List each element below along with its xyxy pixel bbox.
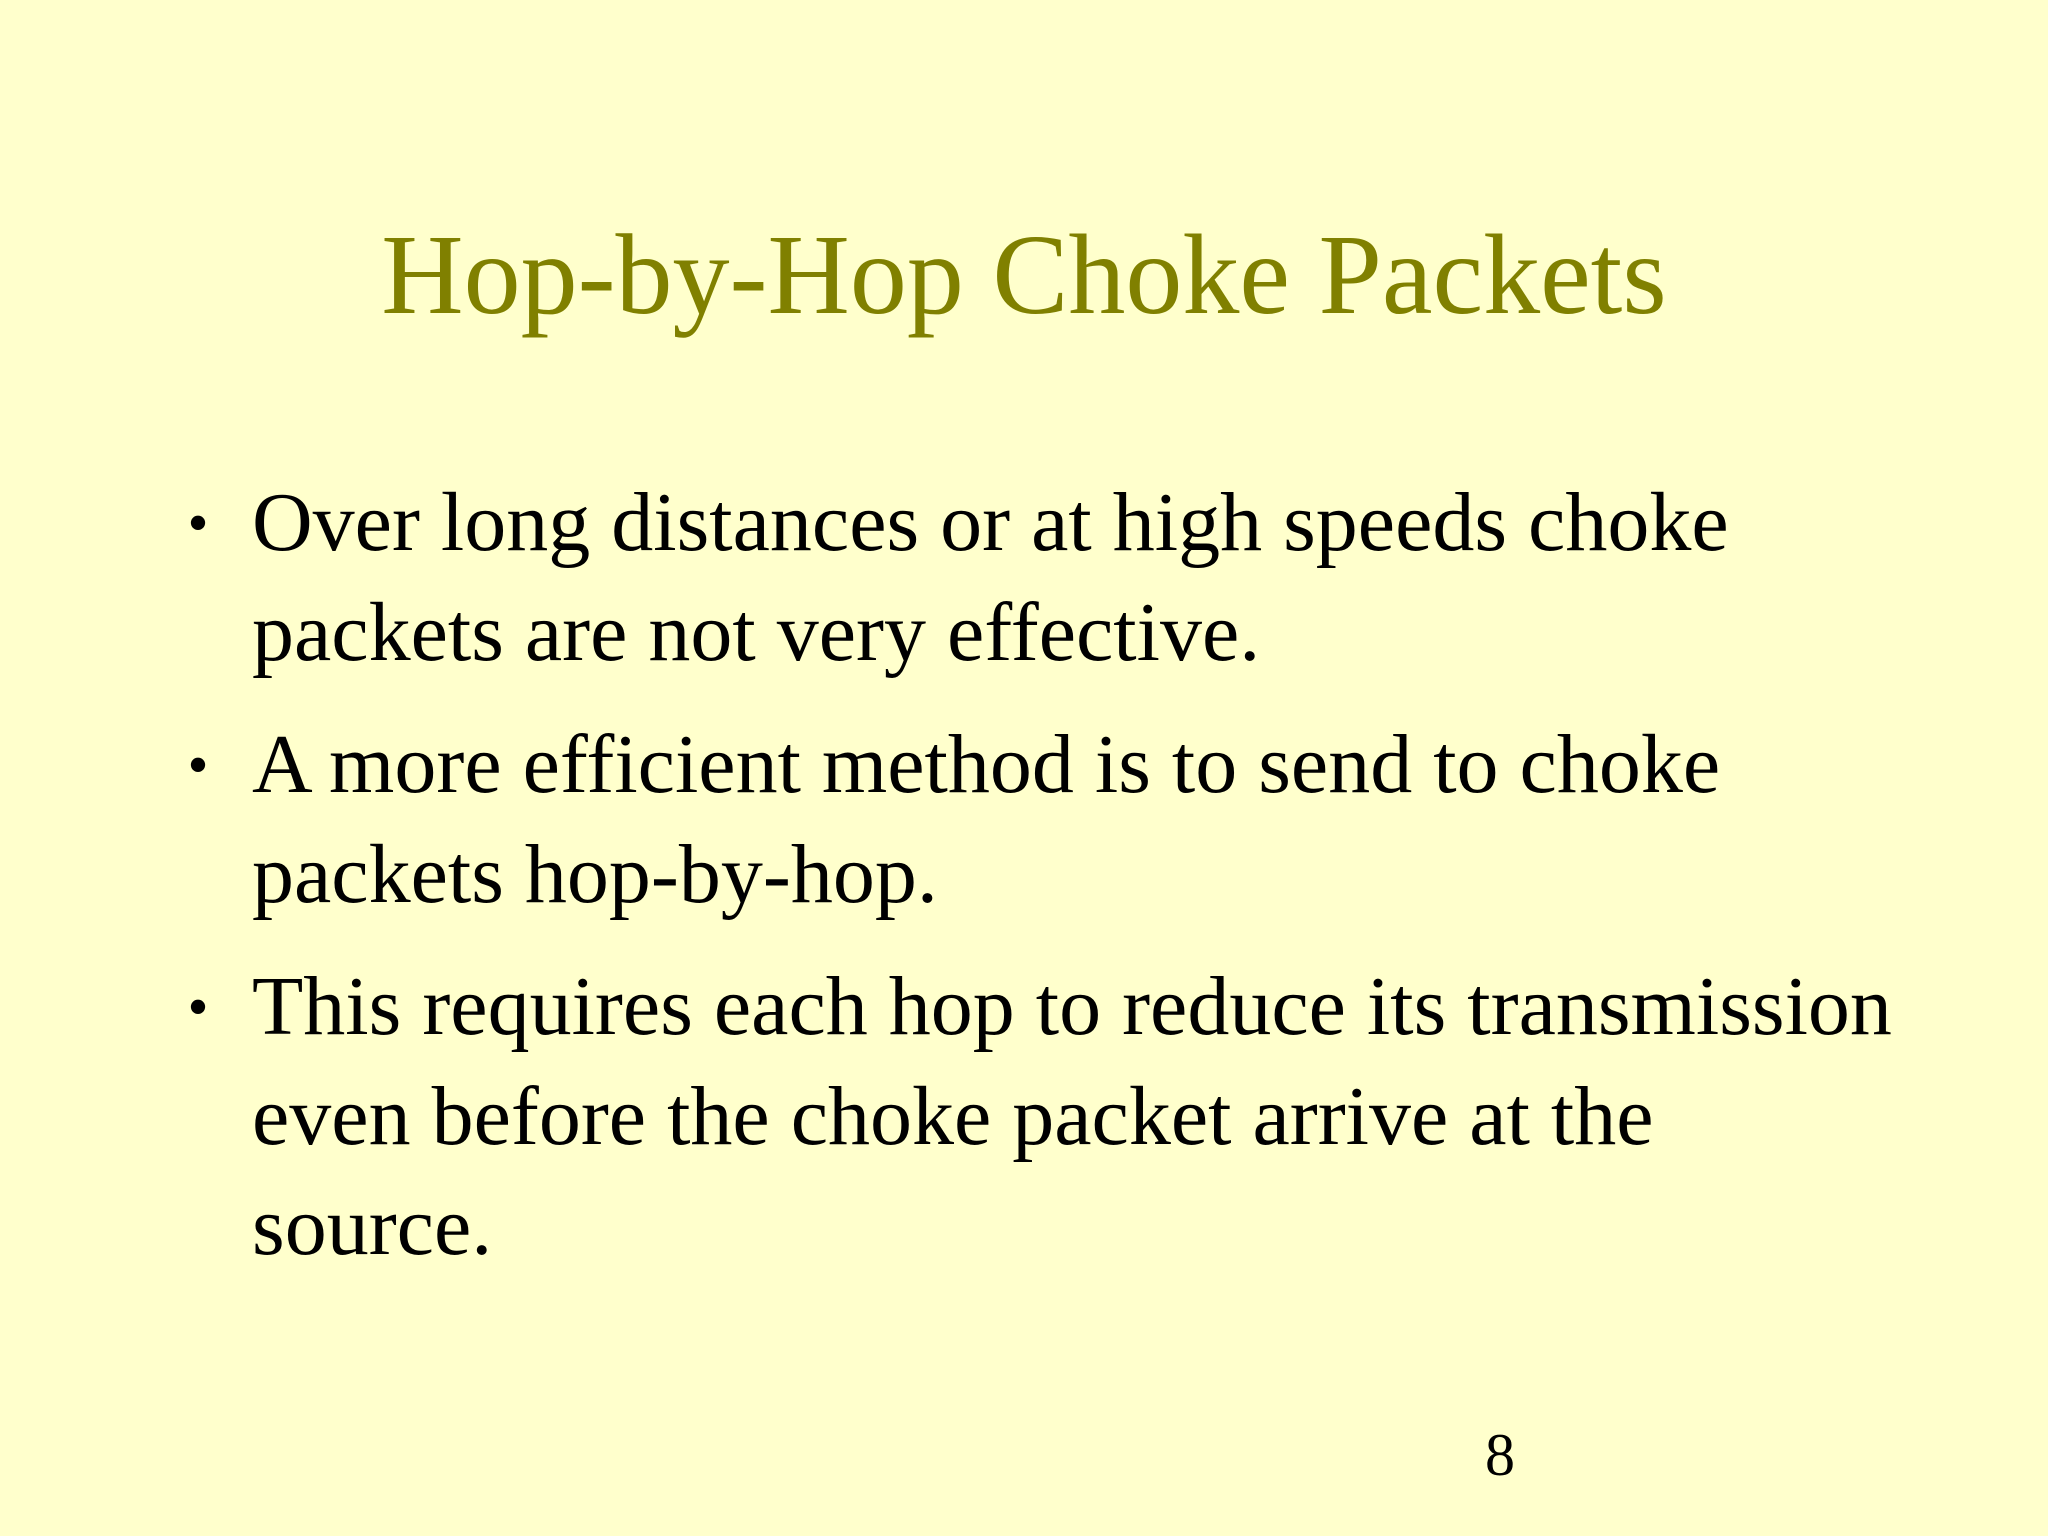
bullet-item — [178, 468, 1898, 688]
bullet-icon: • — [187, 974, 209, 1040]
bullet-text: A more efficient method is to send to choke packets hop-by-hop. — [252, 718, 1721, 921]
bullet-item — [178, 710, 1898, 930]
page-number: 8 — [1485, 1422, 1515, 1488]
bullet-icon: • — [187, 490, 209, 556]
slide-title: Hop-by-Hop Choke Packets — [381, 211, 1667, 338]
bullet-text: This requires each hop to reduce its transmission even before the choke packet arrive at the source. — [252, 960, 1892, 1273]
bullet-list — [178, 468, 1898, 1304]
bullet-icon: • — [187, 732, 209, 798]
bullet-item — [178, 952, 1898, 1282]
bullet-text: Over long distances or at high speeds choke packets are not very effective. — [252, 476, 1729, 679]
